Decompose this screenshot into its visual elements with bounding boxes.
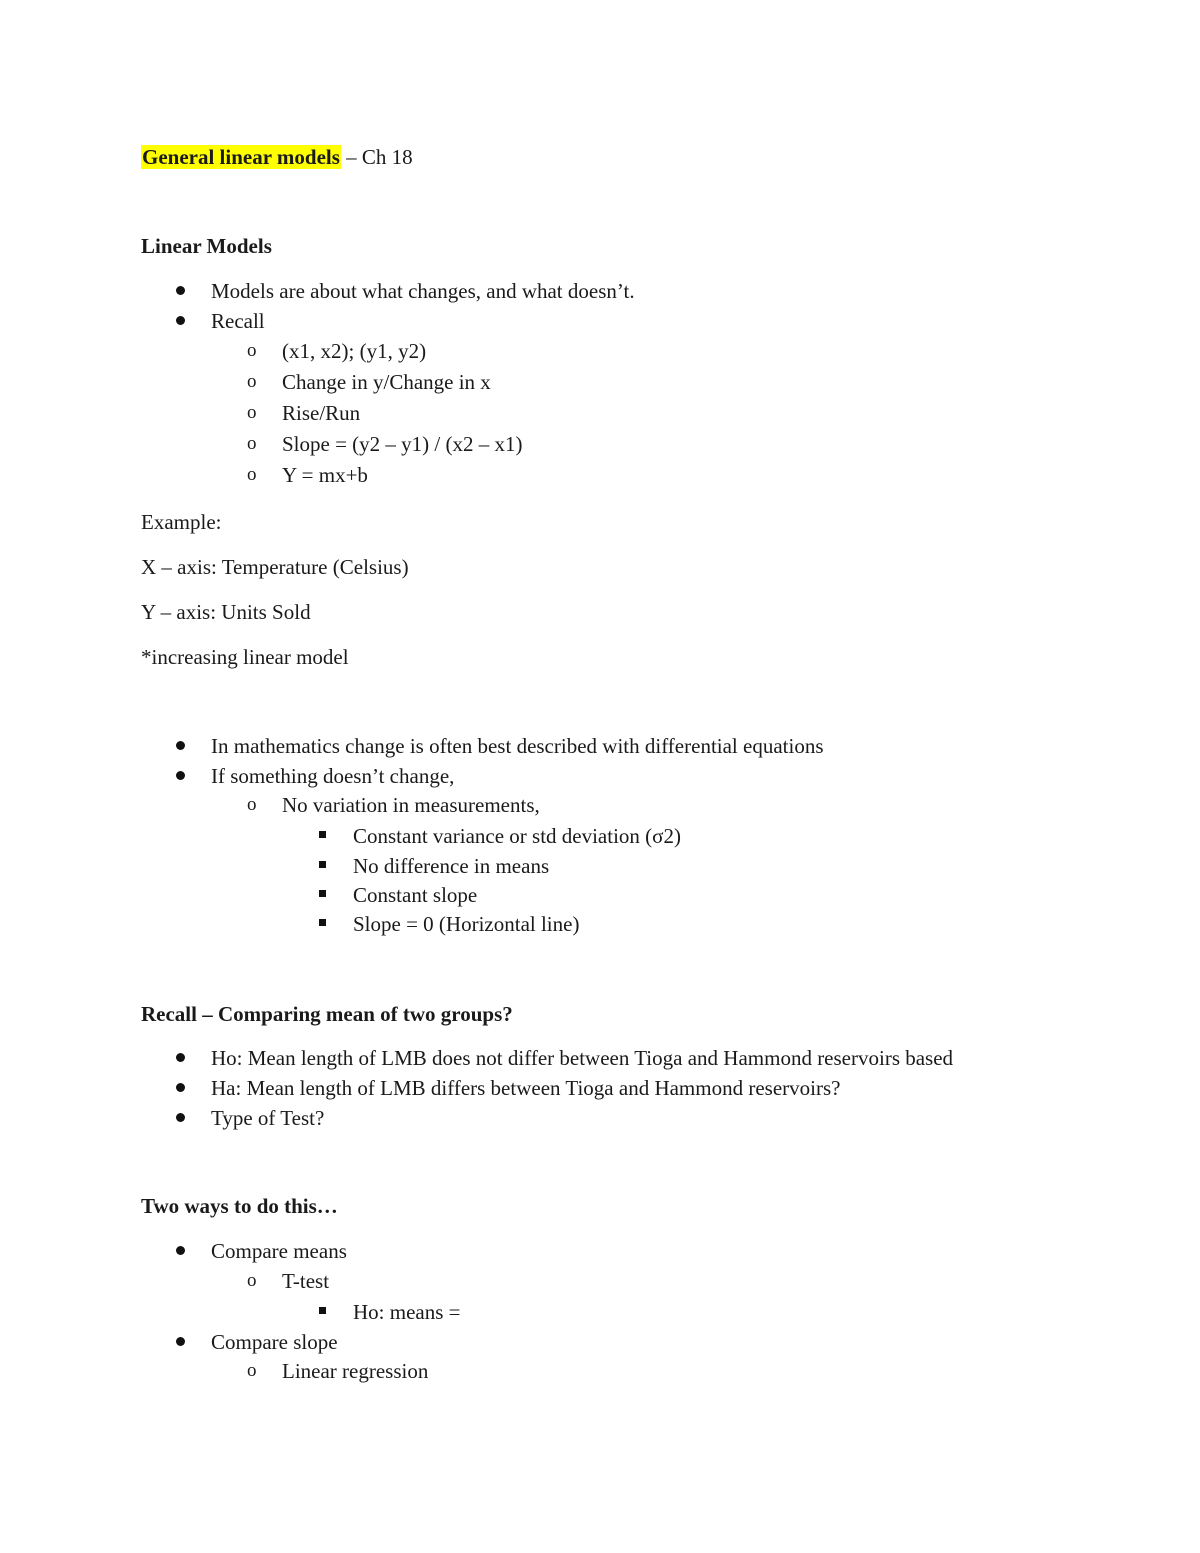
page-title [141, 144, 413, 170]
bullet-circle-icon: o [247, 464, 257, 485]
list-item: Compare slope [211, 1330, 338, 1354]
list-item: Slope = (y2 – y1) / (x2 – x1) [282, 432, 523, 456]
bullet-circle-icon: o [247, 433, 257, 454]
section-heading-two-ways: Two ways to do this… [141, 1194, 338, 1218]
list-item: Rise/Run [282, 401, 361, 425]
title-rest: – Ch 18 [340, 145, 413, 169]
bullet-square-icon [319, 831, 326, 838]
bullet-dot-icon [176, 771, 185, 780]
list-item: Compare means [211, 1239, 347, 1263]
list-item: (x1, x2); (y1, y2) [282, 339, 427, 363]
bullet-circle-icon: o [247, 1270, 257, 1291]
section-heading-recall: Recall – Comparing mean of two groups? [141, 1002, 513, 1026]
section-heading-linear-models: Linear Models [141, 234, 272, 258]
list-item: Type of Test? [211, 1106, 325, 1130]
bullet-dot-icon [176, 741, 185, 750]
example-yaxis: Y – axis: Units Sold [141, 600, 311, 624]
list-item: Constant slope [353, 883, 478, 907]
list-item: In mathematics change is often best described with differential equations [211, 734, 824, 758]
list-item: Models are about what changes, and what doesn’t. [211, 279, 635, 303]
list-item: Ho: means = [353, 1300, 461, 1324]
bullet-square-icon [319, 861, 326, 868]
list-item: T-test [282, 1269, 330, 1293]
example-note: *increasing linear model [141, 645, 349, 669]
example-label: Example: [141, 510, 222, 534]
bullet-dot-icon [176, 316, 185, 325]
bullet-dot-icon [176, 1337, 185, 1346]
bullet-dot-icon [176, 1113, 185, 1122]
list-item: Ho: Mean length of LMB does not differ between Tioga and Hammond reservoirs based [211, 1046, 954, 1070]
example-xaxis: X – axis: Temperature (Celsius) [141, 555, 409, 579]
list-item: Y = mx+b [282, 463, 368, 487]
bullet-circle-icon: o [247, 402, 257, 423]
bullet-dot-icon [176, 286, 185, 295]
list-item: Slope = 0 (Horizontal line) [353, 912, 580, 936]
bullet-circle-icon: o [247, 340, 257, 361]
bullet-square-icon [319, 890, 326, 897]
list-item: No difference in means [353, 854, 550, 878]
list-item: Linear regression [282, 1359, 429, 1383]
bullet-circle-icon: o [247, 794, 257, 815]
title-highlighted: General linear models [142, 145, 340, 169]
list-item: Recall [211, 309, 265, 333]
list-item: Ha: Mean length of LMB differs between Tioga and Hammond reservoirs? [211, 1076, 841, 1100]
list-item: Constant variance or std deviation (σ2) [353, 824, 681, 848]
list-item: Change in y/Change in x [282, 370, 491, 394]
bullet-dot-icon [176, 1246, 185, 1255]
list-item: If something doesn’t change, [211, 764, 455, 788]
list-item: No variation in measurements, [282, 793, 540, 817]
bullet-square-icon [319, 1307, 326, 1314]
bullet-circle-icon: o [247, 1360, 257, 1381]
bullet-square-icon [319, 919, 326, 926]
bullet-circle-icon: o [247, 371, 257, 392]
bullet-dot-icon [176, 1053, 185, 1062]
bullet-dot-icon [176, 1083, 185, 1092]
